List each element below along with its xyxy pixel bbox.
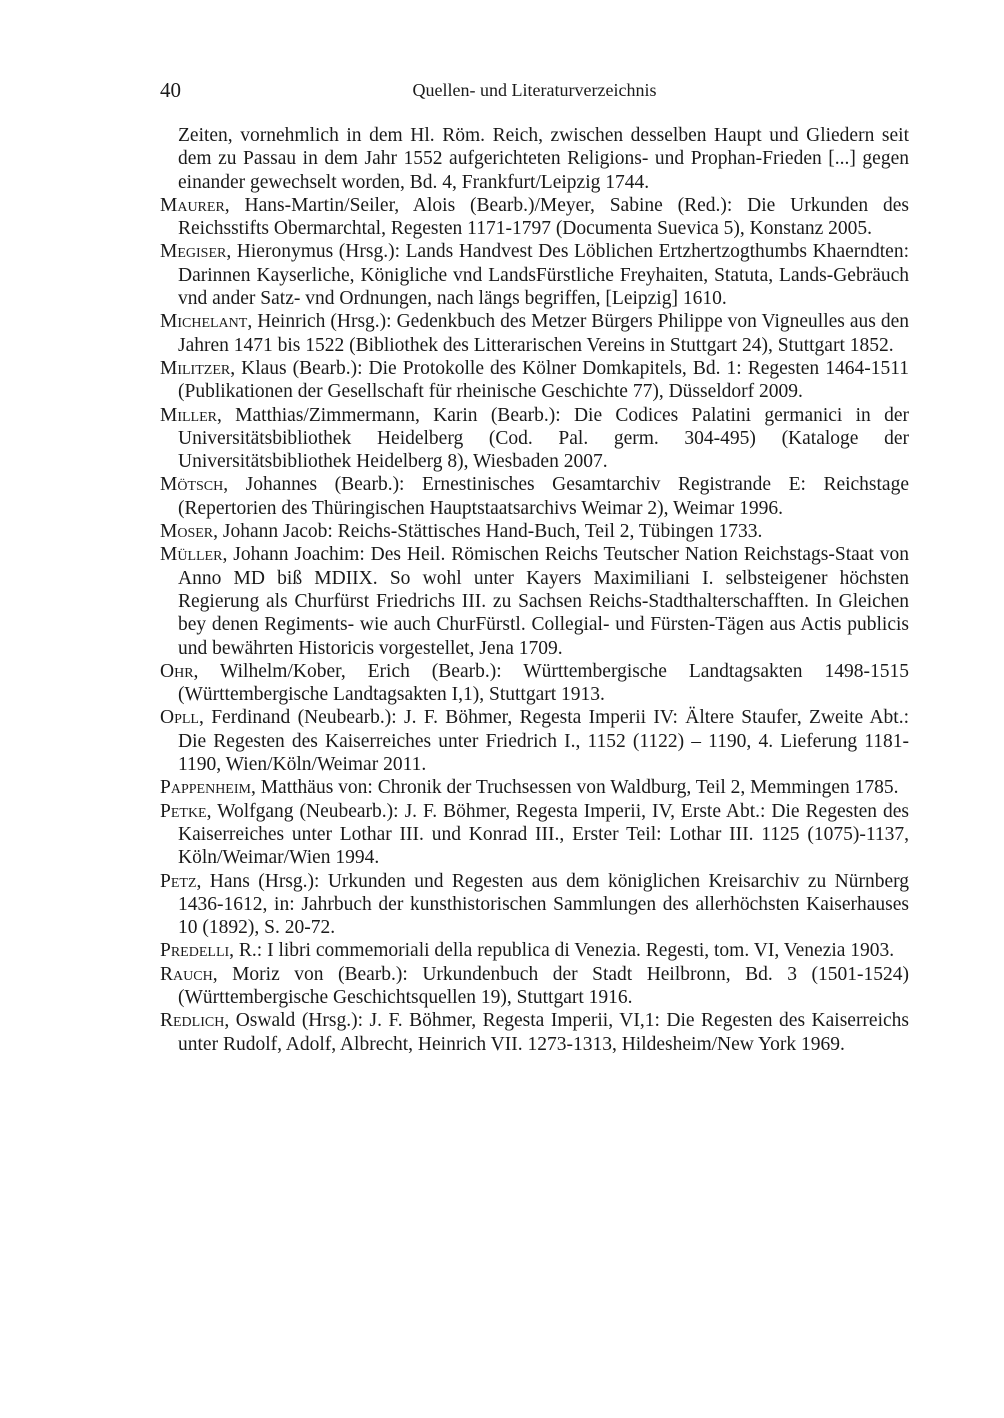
- entry-author: Ohr: [160, 660, 194, 682]
- bibliography-list: [160, 124, 909, 1056]
- entry-text: , Hans (Hrsg.): Urkunden und Regesten aus dem königlichen Kreisarchiv zu Nürnberg 1436-1612, in: Jahrbuch der kunsthistorischen Sammlungen des allerhöchsten Kaiserhauses 10 (1892), S. 20-72.: [178, 870, 909, 939]
- bibliography-entry: [160, 870, 909, 940]
- entry-text: , Johann Jacob: Reichs-Stättisches Hand-Buch, Teil 2, Tübingen 1733.: [213, 521, 763, 543]
- entry-text: , Johannes (Bearb.): Ernestinisches Gesamtarchiv Registrande E: Reichstage (Repertorien des Thüringischen Hauptstaatsarchivs Weimar 2), Weimar 1996.: [178, 474, 909, 519]
- page-number: 40: [160, 78, 181, 102]
- entry-author: Michelant: [160, 311, 248, 333]
- entry-text: , Johann Joachim: Des Heil. Römischen Reichs Teutscher Nation Reichstags-Staat von Anno MD biß MDIIX. So wohl unter Kayers Maximiliani I. selbsteigener höchsten Regierung als Churfürst Friedrichs III. zu Sachsen Reichs-Stadthalterschafften. In Gleichen bey denen Regiments- wie auch ChurFürstl. Collegial- und Fürsten-Tägen aus Actis publicis und bewährten Historicis vorgestellet, Jena 1709.: [178, 544, 909, 659]
- bibliography-entry: [160, 357, 909, 404]
- bibliography-entry: [160, 939, 909, 962]
- entry-author: Opll: [160, 707, 199, 729]
- entry-text: , Ferdinand (Neubearb.): J. F. Böhmer, Regesta Imperii IV: Ältere Staufer, Zweite Abt.: Die Regesten des Kaiserreiches unter Friedrich I., 1152 (1122) – 1190, 4. Lieferung 1181-1190, Wien/Köln/Weimar 2011.: [178, 707, 909, 776]
- entry-text: , Hieronymus (Hrsg.): Lands Handvest Des Löblichen Ertzhertzogthumbs Khaerndten: Darinnen Kayserliche, Königliche vnd LandsFürstliche Freyhaiten, Statuta, Lands-Gebräuch vnd ander Satz- vnd Ordnungen, nach längs begriffen, [Leipzig] 1610.: [178, 241, 909, 310]
- entry-text: , Hans-Martin/Seiler, Alois (Bearb.)/Meyer, Sabine (Red.): Die Urkunden des Reichsstifts Obermarchtal, Regesten 1171-1797 (Documenta Suevica 5), Konstanz 2005.: [178, 194, 909, 240]
- bibliography-entry: [160, 520, 909, 543]
- bibliography-entry: [160, 310, 909, 357]
- entry-author: Rauch: [160, 963, 213, 985]
- bibliography-entry: [160, 473, 909, 520]
- entry-text: , Wilhelm/Kober, Erich (Bearb.): Württembergische Landtagsakten 1498-1515 (Württembergische Landtagsakten I,1), Stuttgart 1913.: [178, 660, 909, 706]
- entry-text: , Moriz von (Bearb.): Urkundenbuch der Stadt Heilbronn, Bd. 3 (1501-1524) (Württembergische Geschichtsquellen 19), Stuttgart 1916.: [178, 963, 909, 1008]
- bibliography-entry: [160, 706, 909, 776]
- entry-author: Militzer: [160, 357, 231, 379]
- bibliography-entry: [160, 543, 909, 659]
- entry-author: Maurer: [160, 194, 225, 216]
- entry-text: Zeiten, vornehmlich in dem Hl. Röm. Reich, zwischen desselben Haupt und Gliedern seit dem zu Passau in dem Jahr 1552 aufgerichteten Religions- und Prophan-Frieden [...] gegen einander gewechselt worden, Bd. 4, Frankfurt/Leipzig 1744.: [178, 125, 909, 193]
- entry-text: , Oswald (Hrsg.): J. F. Böhmer, Regesta Imperii, VI,1: Die Regesten des Kaiserreichs unter Rudolf, Adolf, Albrecht, Heinrich VII. 1273-1313, Hildesheim/New York 1969.: [178, 1010, 909, 1055]
- bibliography-entry: [160, 240, 909, 310]
- entry-text: , Heinrich (Hrsg.): Gedenkbuch des Metzer Bürgers Philippe von Vigneulles aus den Jahren 1471 bis 1522 (Bibliothek des Litterarischen Vereins in Stuttgart 24), Stuttgart 1852.: [178, 311, 909, 356]
- entry-author: Moser: [160, 521, 214, 543]
- entry-text: , Wolfgang (Neubearb.): J. F. Böhmer, Regesta Imperii, IV, Erste Abt.: Die Regesten des Kaiserreiches unter Lothar III. und Konrad III., Erster Teil: Lothar III. 1125 (1075)-1137, Köln/Weimar/Wien 1994.: [178, 800, 909, 869]
- entry-author: Redlich: [160, 1010, 225, 1032]
- bibliography-entry: [160, 963, 909, 1010]
- bibliography-entry: [160, 776, 909, 799]
- bibliography-entry: [160, 660, 909, 707]
- entry-author: Petz: [160, 870, 197, 892]
- entry-author: Petke: [160, 800, 207, 822]
- entry-author: Mötsch: [160, 474, 224, 496]
- entry-text: , Matthäus von: Chronik der Truchsessen von Waldburg, Teil 2, Memmingen 1785.: [250, 777, 899, 799]
- bibliography-entry: [160, 800, 909, 870]
- entry-author: Pappenheim: [160, 777, 251, 799]
- bibliography-entry: [160, 194, 909, 241]
- entry-author: Predelli: [160, 940, 230, 962]
- bibliography-entry: [160, 124, 909, 194]
- entry-text: , R.: I libri commemoriali della republica di Venezia. Regesti, tom. VI, Venezia 1903.: [229, 940, 895, 962]
- entry-text: , Matthias/Zimmermann, Karin (Bearb.): Die Codices Palatini germanici in der Universitätsbibliothek Heidelberg (Cod. Pal. germ. 304-495) (Kataloge der Universitätsbibliothek Heidelberg 8), Wiesbaden 2007.: [178, 404, 909, 473]
- entry-author: Megiser: [160, 241, 227, 263]
- running-head: Quellen- und Literaturverzeichnis: [412, 80, 657, 100]
- bibliography-entry: [160, 1009, 909, 1056]
- entry-text: , Klaus (Bearb.): Die Protokolle des Kölner Domkapitels, Bd. 1: Regesten 1464-1511 (Publikationen der Gesellschaft für rheinische Geschichte 77), Düsseldorf 2009.: [178, 357, 909, 403]
- entry-author: Müller: [160, 544, 223, 566]
- entry-author: Miller: [160, 404, 217, 426]
- bibliography-entry: [160, 404, 909, 474]
